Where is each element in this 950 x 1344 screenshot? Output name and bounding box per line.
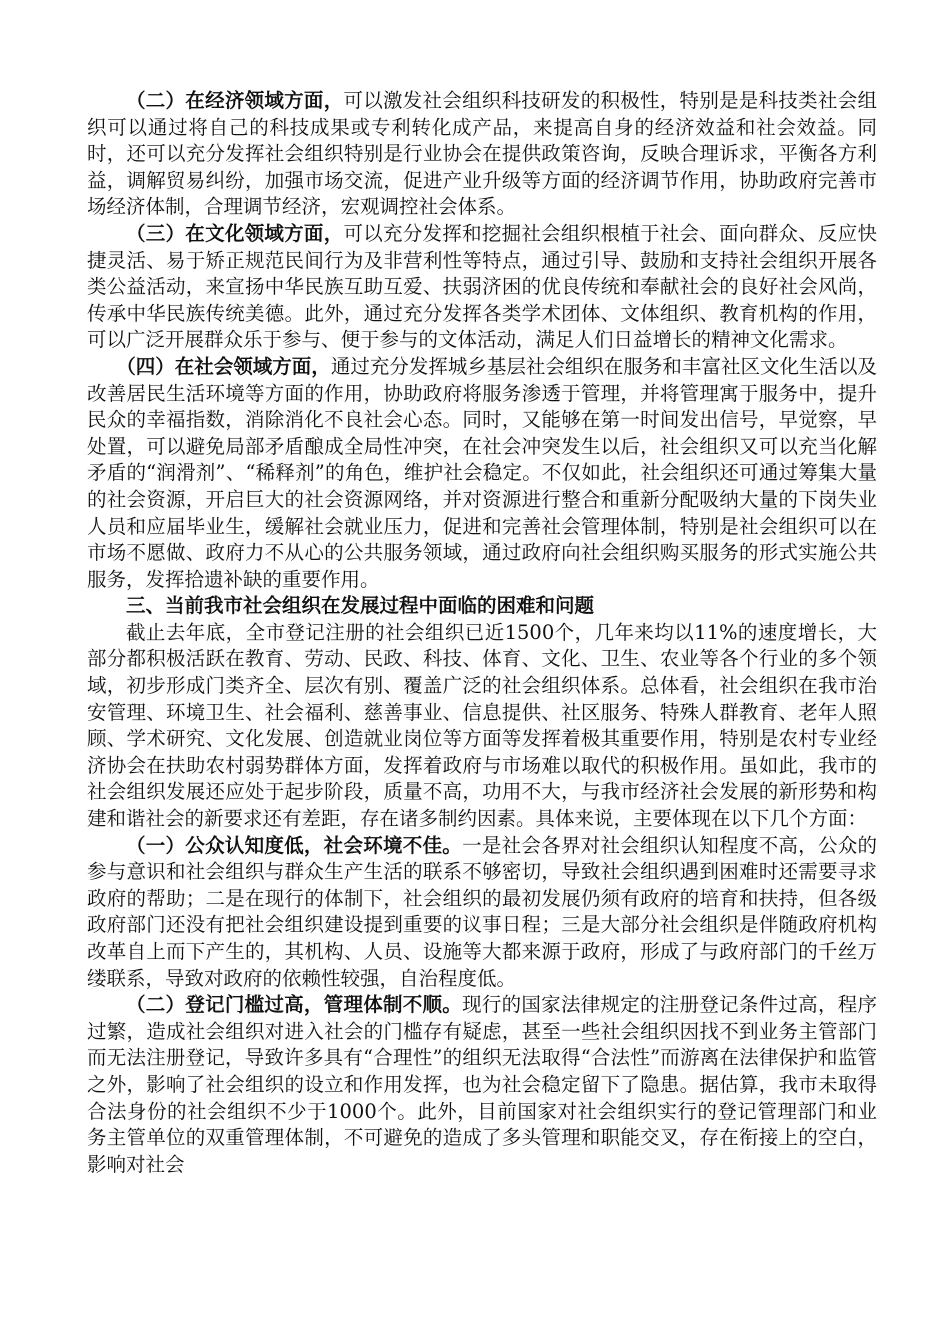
paragraph-text: 可以充分发挥和挖掘社会组织根植于社会、面向群众、反应快捷灵活、易于矫正规范民间行为及非营利性等特点，通过引导、鼓励和支持社会组织开展各类公益活动，来宣扬中华民族互助互爱、扶弱济困的优良传统和奉献社会的良好社会风尚，传承中华民族传统美德。此外，通过充分发挥各类学术团体、文体组织、教育机构的作用，可以广泛开展群众乐于参与、便于参与的文体活动，满足人们日益增长的精神文化需求。 — [87, 221, 877, 352]
paragraph-text: 通过充分发挥城乡基层社会组织在服务和丰富社区文化生活以及改善居民生活环境等方面的作用，协助政府将服务渗透于管理，并将管理寓于服务中，提升民众的幸福指数，消除消化不良社会心态。同时，又能够在第一时间发出信号，早觉察，早处置，可以避免局部矛盾酿成全局性冲突，在社会冲突发生以后，社会组织又可以充当化解矛盾的“润滑剂”、“稀释剂”的角色，维护社会稳定。不仅如此，社会组织还可通过筹集大量的社会资源，开启巨大的社会资源网络，并对资源进行整合和重新分配吸纳大量的下岗失业人员和应届毕业生，缓解社会就业压力，促进和完善社会管理体制，特别是社会组织可以在市场不愿做、政府力不从心的公共服务领域，通过政府向社会组织购买服务的形式实施公共服务，发挥拾遗补缺的重要作用。 — [87, 354, 877, 591]
section-heading: 三、当前我市社会组织在发展过程中面临的困难和问题 — [126, 594, 595, 618]
document-body — [87, 88, 877, 1178]
paragraph-public-awareness — [87, 833, 877, 993]
paragraph-lead: （二）在经济领域方面， — [126, 89, 344, 112]
paragraph-lead: （四）在社会领域方面， — [116, 354, 331, 378]
paragraph-overview — [87, 620, 877, 833]
paragraph-registration — [87, 992, 877, 1178]
paragraph-economic — [87, 88, 877, 221]
paragraph-text: 截止去年底，全市登记注册的社会组织已近1500个，几年来均以11%的速度增长，大部分都积极活跃在教育、劳动、民政、科技、体育、文化、卫生、农业等各个行业的多个领域，初步形成门类齐全、层次有别、覆盖广泛的社会组织体系。总体看，社会组织在我市治安管理、环境卫生、社会福利、慈善事业、信息提供、社区服务、特殊人群教育、老年人照顾、学术研究、文化发展、创造就业岗位等方面等发挥着极其重要作用，特别是农村专业经济协会在扶助农村弱势群体方面，发挥着政府与市场难以取代的积极作用。虽如此，我市的社会组织发展还应处于起步阶段，质量不高，功用不大，与我市经济社会发展的新形势和构建和谐社会的新要求还有差距，存在诸多制约因素。具体来说，主要体现在以下几个方面： — [87, 620, 877, 831]
paragraph-lead: （二）登记门槛过高，管理体制不顺。 — [126, 993, 463, 1017]
paragraph-text: 可以激发社会组织科技研发的积极性，特别是是科技类社会组织可以通过将自己的科技成果或专利转化成产品，来提高自身的经济效益和社会效益。同时，还可以充分发挥社会组织特别是行业协会在提供政策咨询，反映合理诉求，平衡各方利益，调解贸易纠纷，加强市场交流，促进产业升级等方面的经济调节作用，协助政府完善市场经济体制，合理调节经济，宏观调控社会体系。 — [87, 89, 877, 219]
paragraph-cultural — [87, 221, 877, 354]
paragraph-lead: （三）在文化领域方面， — [126, 221, 344, 245]
paragraph-text: 一是社会各界对社会组织认知程度不高，公众的参与意识和社会组织与群众生产生活的联系不够密切，导致社会组织遇到困难时还需要寻求政府的帮助；二是在现行的体制下，社会组织的最初发展仍须有政府的培育和扶持，但各级政府部门还没有把社会组织建设提到重要的议事日程；三是大部分社会组织是伴随政府机构改革自上而下产生的，其机构、人员、设施等大都来源于政府，形成了与政府部门的千丝万缕联系，导致对政府的依赖性较强，自治程度低。 — [87, 833, 877, 990]
paragraph-lead: （一）公众认知度低，社会环境不佳。 — [126, 833, 463, 857]
paragraph-social — [87, 354, 877, 593]
paragraph-text: 现行的国家法律规定的注册登记条件过高，程序过繁，造成社会组织对进入社会的门槛存有疑虑，甚至一些社会组织因找不到业务主管部门而无法注册登记，导致许多具有“合理性”的组织无法取得“合法性”而游离在法律保护和监管之外，影响了社会组织的设立和作用发挥，也为社会稳定留下了隐患。据估算，我市未取得合法身份的社会组织不少于1000个。此外，目前国家对社会组织实行的登记管理部门和业务主管单位的双重管理体制，不可避免的造成了多头管理和职能交叉，存在衔接上的空白，影响对社会 — [87, 993, 877, 1176]
